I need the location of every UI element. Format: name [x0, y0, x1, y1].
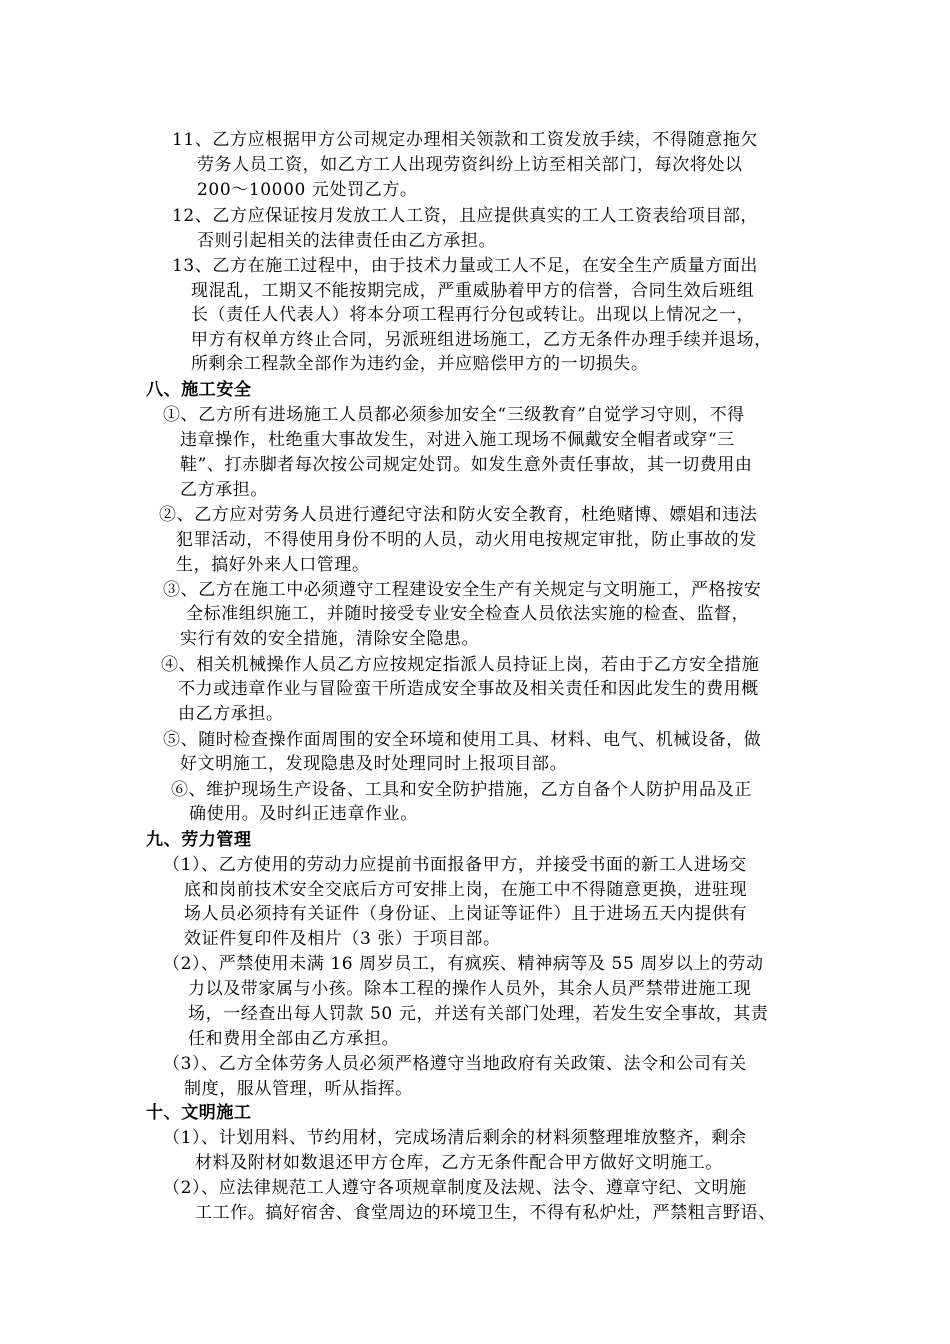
s8-item-4-line-2: 不力或违章作业与冒险蛮干所造成安全事故及相关责任和因此发生的费用概: [178, 679, 759, 699]
item-13-line-2: 现混乱，工期又不能按期完成，严重威胁着甲方的信誉，合同生效后班组: [191, 281, 755, 301]
s9-item-3-line-2: 制度，服从管理，听从指挥。: [184, 1079, 413, 1099]
s9-item-1-line-2: 底和岗前技术安全交底后方可安排上岗，在施工中不得随意更换，进驻现: [184, 880, 748, 900]
s8-item-3-line-1: ③、乙方在施工中必须遵守工程建设安全生产有关规定与文明施工，严格按安: [163, 580, 762, 600]
s8-item-6-line-2: 确使用。及时纠正违章作业。: [189, 804, 418, 824]
s10-item-2-line-1: （2）、应法律规范工人遵守各项规章制度及法规、法令、遵章守纪、文明施: [163, 1178, 747, 1198]
item-12-line-1: 12、乙方应保证按月发放工人工资，且应提供真实的工人工资表给项目部，: [172, 206, 759, 226]
s8-item-2-line-2: 犯罪活动，不得使用身份不明的人员，动火用电按规定审批，防止事故的发: [176, 530, 757, 550]
item-13-line-3: 长（责任人代表人）将本分项工程再行分包或转让。出现以上情况之一，: [191, 305, 755, 325]
item-12-line-2: 否则引起相关的法律责任由乙方承担。: [197, 231, 497, 251]
s9-item-2-line-4: 任和费用全部由乙方承担。: [188, 1029, 400, 1049]
s10-item-1-line-2: 材料及附材如数退还甲方仓库，乙方无条件配合甲方做好文明施工。: [195, 1153, 723, 1173]
s8-item-4-line-3: 由乙方承担。: [178, 704, 284, 724]
s9-item-2-line-3: 场，一经查出每人罚款 50 元，并送有关部门处理，若发生安全事故，其责: [188, 1004, 769, 1024]
s9-item-1-line-4: 效证件复印件及相片（3 张）于项目部。: [184, 929, 501, 949]
s10-item-2-line-2: 工工作。搞好宿舍、食堂周边的环境卫生，不得有私炉灶，严禁粗言野语、: [195, 1203, 776, 1223]
s8-item-1-line-3: 鞋”、打赤脚者每次按公司规定处罚。如发生意外责任事故，其一切费用由: [180, 455, 753, 475]
s8-item-3-line-2: 全标准组织施工，并随时接受专业安全检查人员依法实施的检查、监督，: [186, 604, 750, 624]
s8-item-5-line-2: 好文明施工，发现隐患及时处理同时上报项目部。: [180, 754, 568, 774]
s8-item-1-line-4: 乙方承担。: [180, 480, 268, 500]
s8-item-1-line-1: ①、乙方所有进场施工人员都必须参加安全“三级教育”自觉学习守则，不得: [163, 405, 745, 425]
s9-item-1-line-1: （1）、乙方使用的劳动力应提前书面报备甲方，并接受书面的新工人进场交: [163, 855, 747, 875]
item-11-line-3: 200～10000 元处罚乙方。: [197, 180, 418, 200]
s8-item-6-line-1: ⑥、维护现场生产设备、工具和安全防护措施，乙方自备个人防护用品及正: [171, 780, 752, 800]
s9-item-2-line-1: （2）、严禁使用未满 16 周岁员工，有疯疾、精神病等及 55 周岁以上的劳动: [163, 954, 764, 974]
s9-item-3-line-1: （3）、乙方全体劳务人员必须严格遵守当地政府有关政策、法令和公司有关: [163, 1054, 747, 1074]
item-13-line-1: 13、乙方在施工过程中，由于技术力量或工人不足，在安全生产质量方面出: [172, 256, 759, 276]
s8-item-5-line-1: ⑤、随时检查操作面周围的安全环境和使用工具、材料、电气、机械设备，做: [163, 730, 762, 750]
item-13-line-4: 甲方有权单方终止合同，另派班组进场施工，乙方无条件办理手续并退场，: [191, 330, 772, 350]
item-13-line-5: 所剩余工程款全部作为违约金，并应赔偿甲方的一切损失。: [191, 354, 649, 374]
section-10-heading: 十、文明施工: [146, 1103, 252, 1123]
s8-item-2-line-3: 生，搞好外来人口管理。: [176, 555, 370, 575]
s10-item-1-line-1: （1）、计划用料、节约用材，完成场清后剩余的材料须整理堆放整齐，剩余: [163, 1128, 747, 1148]
item-11-line-1: 11、乙方应根据甲方公司规定办理相关领款和工资发放手续，不得随意拖欠: [172, 130, 759, 150]
s8-item-4-line-1: ④、相关机械操作人员乙方应按规定指派人员持证上岗，若由于乙方安全措施: [161, 655, 760, 675]
s9-item-2-line-2: 力以及带家属与小孩。除本工程的操作人员外，其余人员严禁带进施工现: [188, 979, 752, 999]
s8-item-3-line-3: 实行有效的安全措施，清除安全隐患。: [180, 629, 480, 649]
item-11-line-2: 劳务人员工资，如乙方工人出现劳资纠纷上访至相关部门，每次将处以: [197, 155, 743, 175]
s9-item-1-line-3: 场人员必须持有关证件（身份证、上岗证等证件）且于进场五天内提供有: [184, 904, 748, 924]
s8-item-2-line-1: ②、乙方应对劳务人员进行遵纪守法和防火安全教育，杜绝赌博、嫖娼和违法: [159, 505, 758, 525]
s8-item-1-line-2: 违章操作，杜绝重大事故发生，对进入施工现场不佩戴安全帽者或穿“三: [180, 430, 735, 450]
section-8-heading: 八、施工安全: [146, 380, 252, 400]
section-9-heading: 九、劳力管理: [146, 830, 252, 850]
